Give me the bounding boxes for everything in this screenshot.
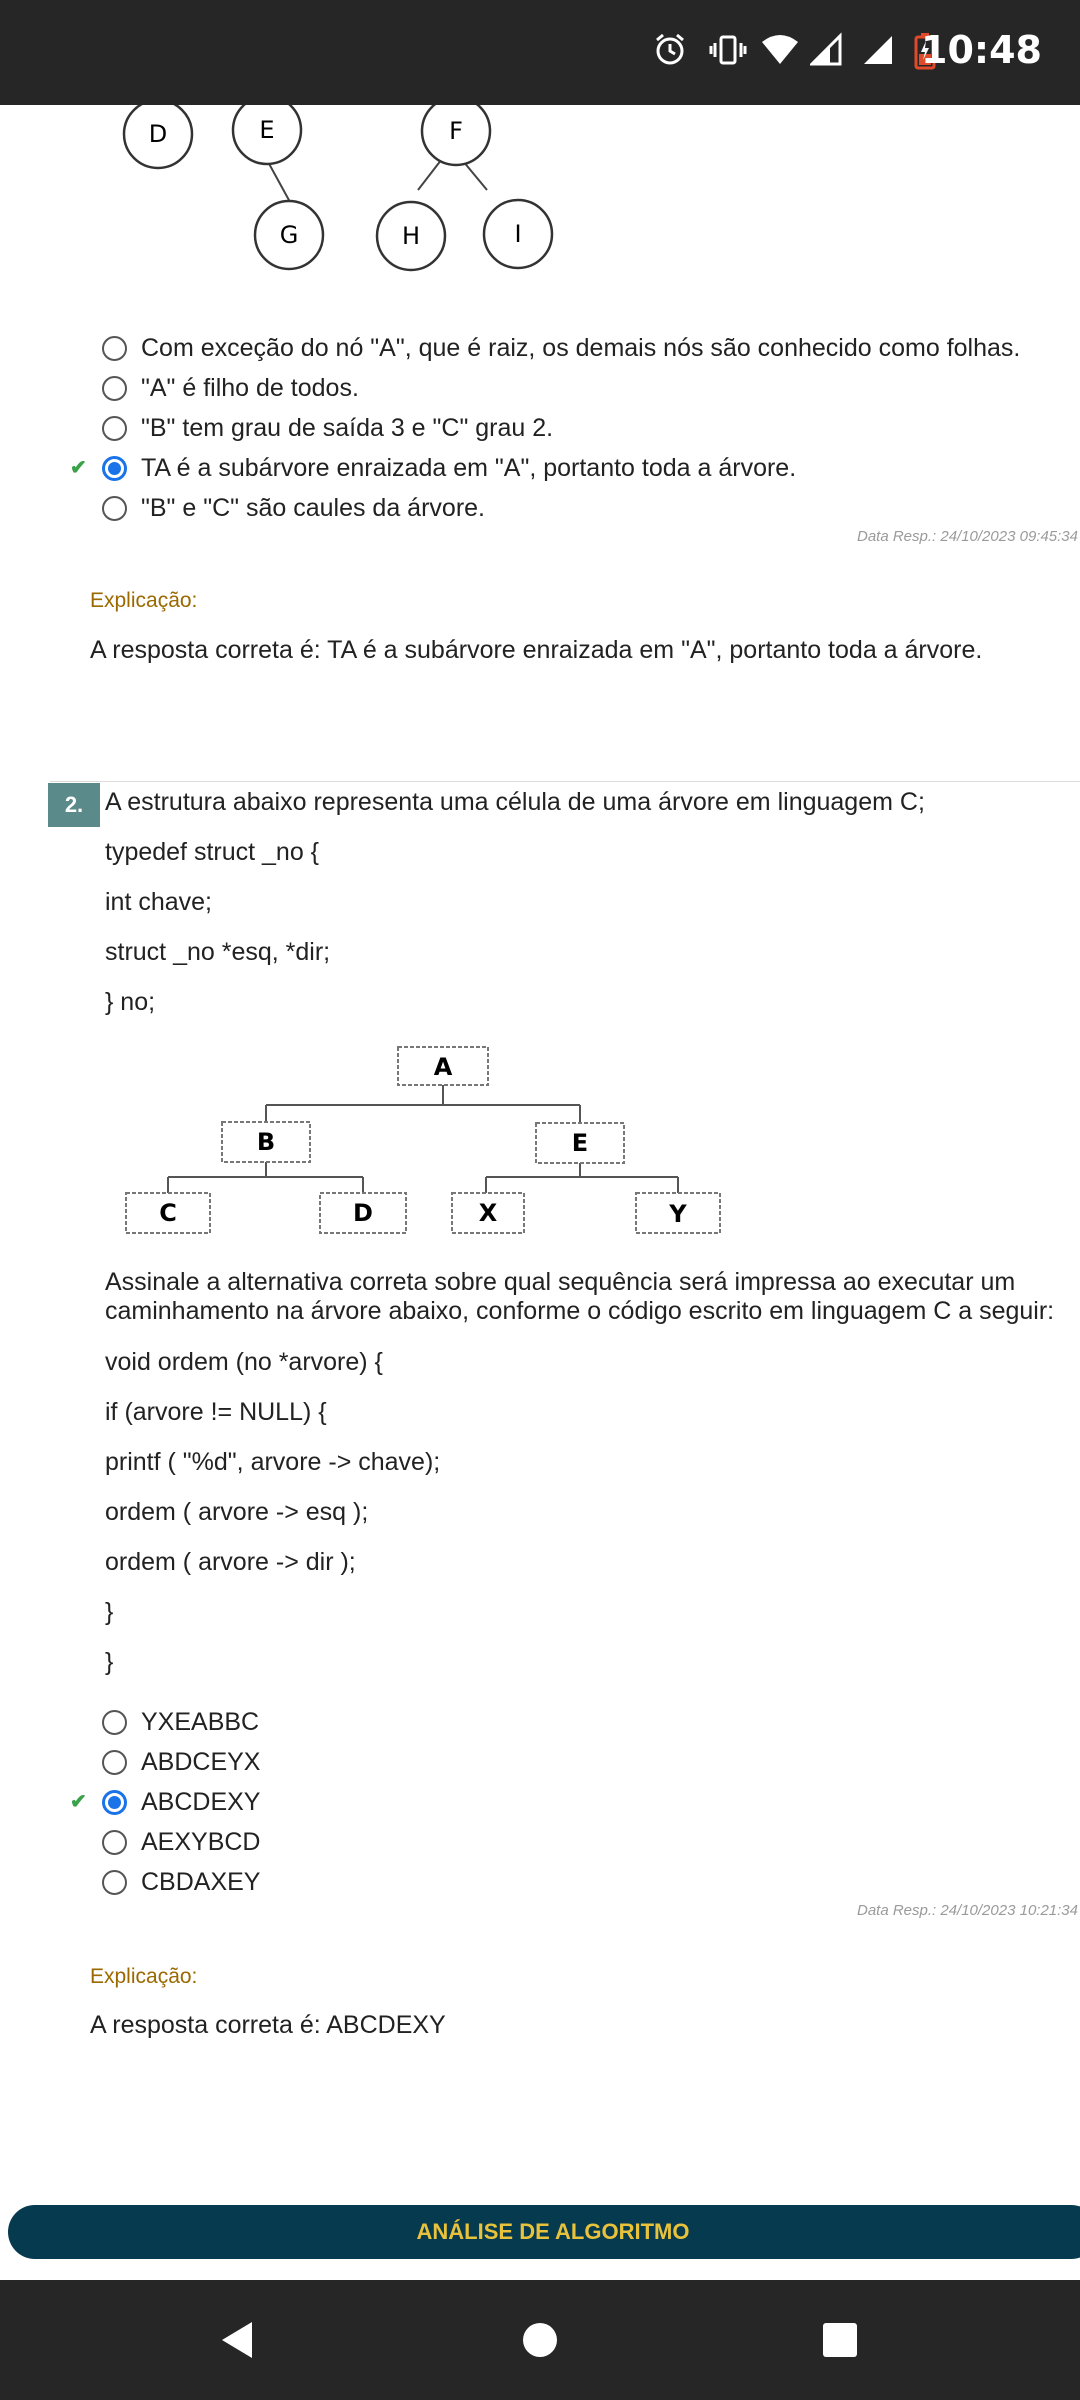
vibrate-icon (708, 32, 748, 68)
option-label: Com exceção do nó "A", que é raiz, os demais nós são conhecido como folhas. (141, 333, 1021, 362)
option-label: "A" é filho de todos. (141, 373, 359, 402)
quiz-content (0, 105, 1080, 2280)
tree-node (222, 1122, 310, 1162)
tree-node (377, 202, 445, 270)
explanation-heading: Explicação: (90, 1965, 198, 1988)
code-line: } (105, 1598, 114, 1626)
option-label: ABDCEYX (141, 1747, 261, 1776)
option-label: AEXYBCD (141, 1827, 261, 1856)
status-bar (0, 0, 1080, 105)
tree-node-label: A (433, 1053, 453, 1081)
explanation-text: A resposta correta é: ABCDEXY (90, 2011, 446, 2039)
tree-node (124, 105, 192, 168)
tree-node (484, 200, 552, 268)
radio-button-selected[interactable] (102, 1790, 127, 1815)
q2-tree-image (118, 1045, 728, 1235)
radio-button[interactable] (102, 1710, 127, 1735)
q1-option-selected[interactable] (102, 451, 796, 485)
signal-icon-2 (862, 32, 896, 68)
radio-button[interactable] (102, 1830, 127, 1855)
option-label: "B" tem grau de saída 3 e "C" grau 2. (141, 413, 554, 442)
tree-node-label: C (159, 1199, 177, 1227)
tree-node-label: E (571, 1129, 589, 1157)
option-label: CBDAXEY (141, 1867, 261, 1896)
radio-button[interactable] (102, 376, 127, 401)
course-title-label: ANÁLISE DE ALGORITMO (416, 2219, 690, 2244)
option-label: YXEABBC (141, 1707, 260, 1736)
answer-timestamp: Data Resp.: 24/10/2023 10:21:34 (856, 1902, 1078, 1919)
code-line: } (105, 1648, 114, 1676)
code-line: struct _no *esq, *dir; (105, 938, 331, 966)
tree-node (452, 1193, 524, 1233)
q1-tree-image (100, 105, 580, 285)
question-number-badge: 2. (48, 783, 100, 827)
option-label: ABCDEXY (141, 1787, 261, 1816)
code-line: ordem ( arvore -> esq ); (105, 1498, 369, 1526)
navigation-bar (0, 2280, 1080, 2400)
code-line: } no; (105, 988, 156, 1016)
tree-node-label: X (478, 1199, 498, 1227)
radio-button[interactable] (102, 416, 127, 441)
q2-option[interactable] (102, 1825, 260, 1859)
question-prompt-line: Assinale a alternativa correta sobre qual sequência será impressa ao executar um (105, 1268, 1016, 1296)
course-title-button[interactable] (8, 2205, 1080, 2259)
tree-node-label: G (279, 221, 299, 249)
recents-icon[interactable] (822, 2322, 858, 2358)
clock: 10:48 (921, 28, 1042, 72)
tree-node-label: D (353, 1199, 373, 1227)
tree-node-label: F (449, 117, 463, 145)
code-line: void ordem (no *arvore) { (105, 1348, 383, 1376)
tree-node (636, 1193, 720, 1233)
wifi-icon (760, 32, 800, 68)
radio-button-selected[interactable] (102, 456, 127, 481)
q2-option[interactable] (102, 1865, 260, 1899)
tree-node (422, 105, 490, 165)
tree-node (255, 201, 323, 269)
q2-option[interactable] (102, 1705, 259, 1739)
option-label: "B" e "C" são caules da árvore. (141, 493, 485, 522)
radio-button[interactable] (102, 1870, 127, 1895)
code-line: printf ( "%d", arvore -> chave); (105, 1448, 441, 1476)
tree-node (233, 105, 301, 164)
q2-option-selected[interactable] (102, 1785, 260, 1819)
option-label: TA é a subárvore enraizada em "A", portanto toda a árvore. (141, 453, 797, 482)
tree-node-label: E (259, 116, 275, 144)
code-line: typedef struct _no { (105, 838, 320, 866)
back-icon[interactable] (218, 2320, 258, 2360)
code-line: ordem ( arvore -> dir ); (105, 1548, 356, 1576)
tree-node (398, 1047, 488, 1085)
q1-option[interactable] (102, 491, 485, 525)
explanation-text: A resposta correta é: TA é a subárvore enraizada em "A", portanto toda a árvore. (90, 636, 983, 664)
q1-option[interactable] (102, 411, 553, 445)
tree-node (126, 1193, 210, 1233)
q1-option[interactable] (102, 371, 359, 405)
radio-button[interactable] (102, 1750, 127, 1775)
signal-icon (810, 32, 844, 68)
correct-check-icon: ✔ (70, 1791, 87, 1813)
q2-option[interactable] (102, 1745, 260, 1779)
question-statement: A estrutura abaixo representa uma célula de uma árvore em linguagem C; (105, 788, 925, 816)
tree-node (320, 1193, 406, 1233)
alarm-icon (652, 32, 688, 68)
answer-timestamp: Data Resp.: 24/10/2023 09:45:34 (856, 528, 1078, 545)
explanation-heading: Explicação: (90, 589, 198, 612)
radio-button[interactable] (102, 496, 127, 521)
tree-node-label: D (148, 120, 168, 148)
code-line: int chave; (105, 888, 213, 916)
tree-node-label: H (401, 222, 421, 250)
correct-check-icon: ✔ (70, 457, 87, 479)
tree-node-label: I (514, 220, 522, 248)
code-line: if (arvore != NULL) { (105, 1398, 327, 1426)
home-icon[interactable] (521, 2321, 559, 2359)
tree-node-label: Y (669, 1200, 687, 1228)
question-prompt-line: caminhamento na árvore abaixo, conforme o código escrito em linguagem C a seguir: (105, 1297, 1055, 1325)
tree-node (536, 1123, 624, 1163)
tree-node-label: B (256, 1128, 276, 1156)
radio-button[interactable] (102, 336, 127, 361)
question-divider (50, 781, 1080, 782)
q1-option[interactable] (102, 331, 1020, 365)
